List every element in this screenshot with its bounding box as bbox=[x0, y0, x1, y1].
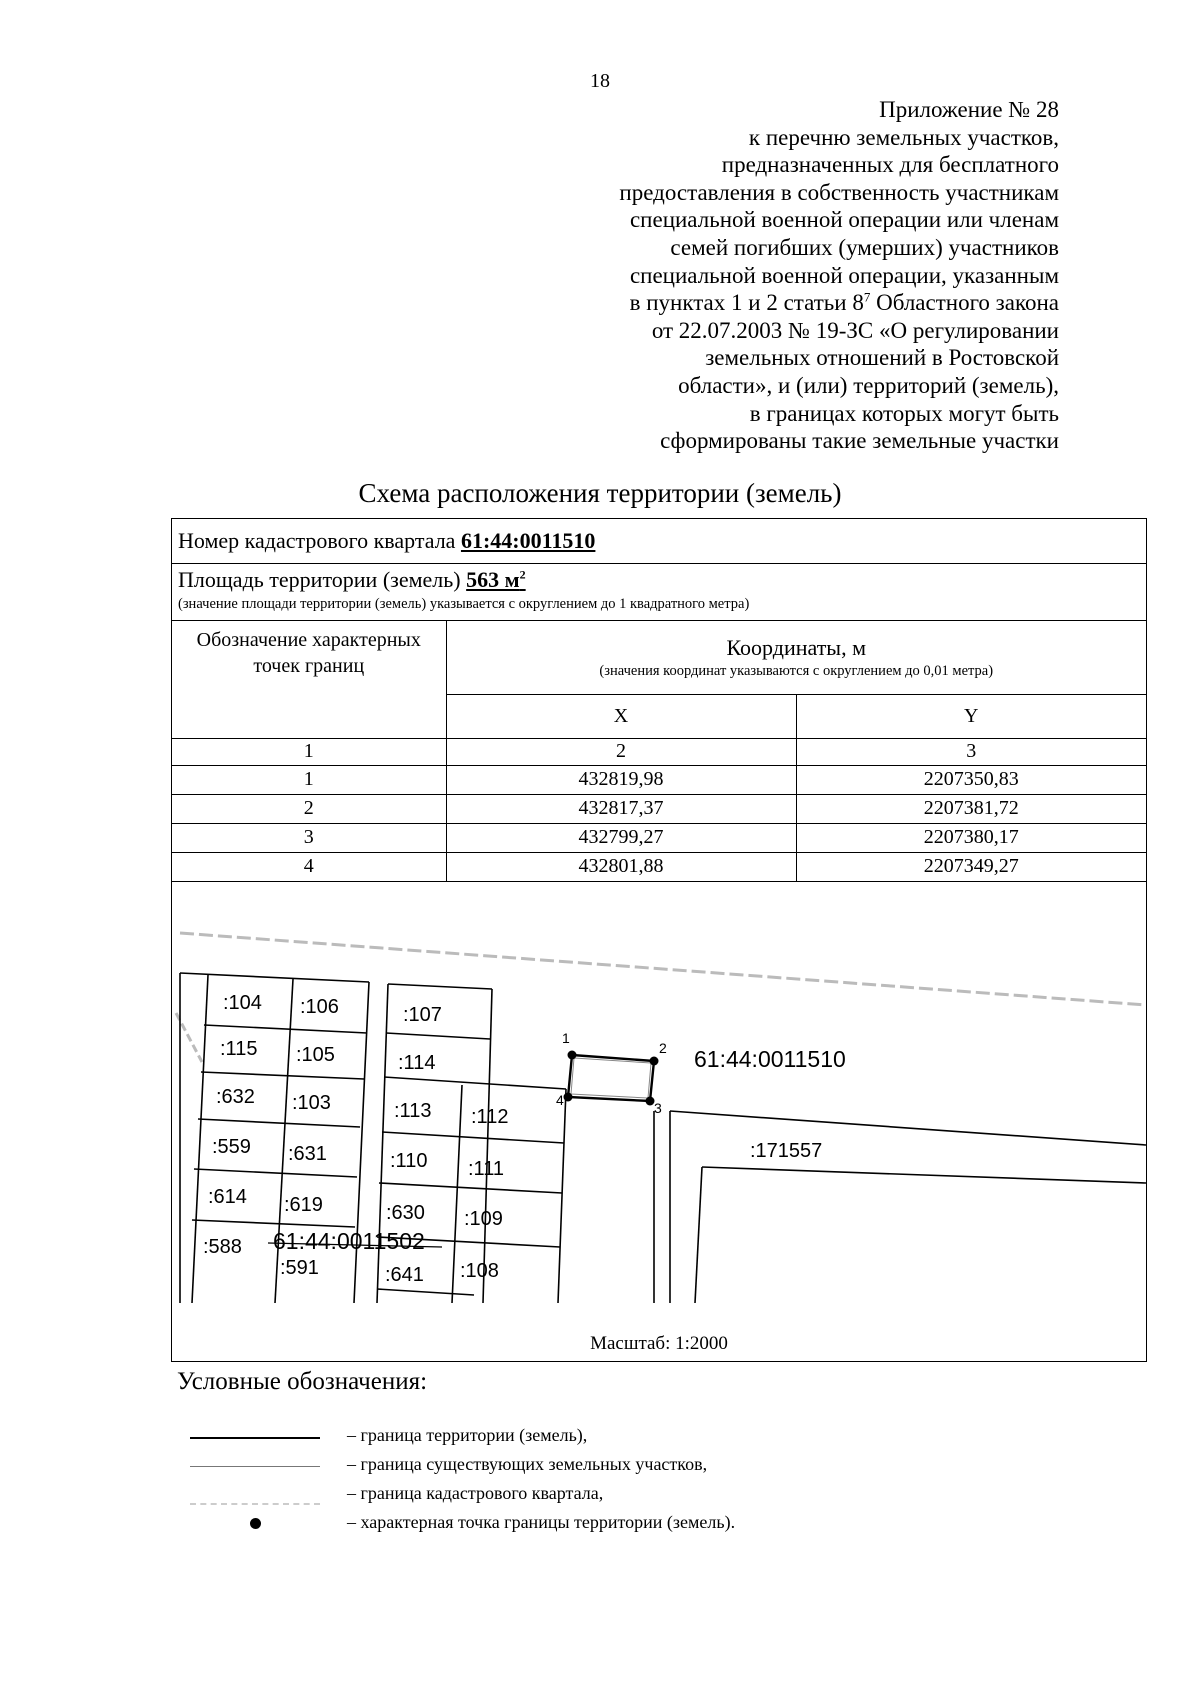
boundary-point-2 bbox=[650, 1057, 659, 1066]
area-row bbox=[172, 564, 1146, 621]
plot-label: :108 bbox=[460, 1260, 499, 1282]
appendix-line: области», и (или) территорий (земель), bbox=[678, 372, 1059, 398]
quarter-label: 61:44:0011510 bbox=[694, 1046, 846, 1072]
plot-label: :105 bbox=[296, 1044, 335, 1066]
appendix-text: в пунктах 1 и 2 статьи 8 bbox=[629, 290, 864, 316]
existing-plot-boundary bbox=[571, 1058, 651, 1098]
x-value: 432801,88 bbox=[446, 852, 796, 881]
plot-label: :107 bbox=[403, 1004, 442, 1026]
x-value: 432819,98 bbox=[446, 765, 796, 794]
page-number: 18 bbox=[590, 70, 610, 92]
plot-label: :106 bbox=[300, 996, 339, 1018]
plot-label: :591 bbox=[280, 1257, 319, 1279]
point-number: 2 bbox=[172, 794, 446, 823]
area-number: 563 м bbox=[466, 567, 520, 592]
plot-label: :630 bbox=[386, 1202, 425, 1224]
appendix-heading bbox=[499, 96, 1059, 455]
scheme-frame bbox=[171, 518, 1147, 1362]
cadastral-label: Номер кадастрового квартала bbox=[178, 528, 461, 553]
point-number: 3 bbox=[172, 823, 446, 852]
plot-label: :111 bbox=[468, 1158, 504, 1180]
area-note: (значение площади территории (земель) указывается с округлением до 1 квадратного метра) bbox=[178, 596, 750, 612]
plot-label: :104 bbox=[223, 992, 262, 1014]
table-row bbox=[172, 765, 1146, 794]
boundary-point-1 bbox=[568, 1051, 577, 1060]
y-header: Y bbox=[796, 694, 1146, 738]
column-number: 2 bbox=[446, 738, 796, 765]
column-number: 1 bbox=[172, 738, 446, 765]
map-scale: Масштаб: 1:2000 bbox=[590, 1333, 728, 1354]
plot-label: :110 bbox=[390, 1150, 428, 1172]
plot-label: :588 bbox=[203, 1236, 242, 1258]
map-drawing bbox=[172, 877, 1146, 1361]
appendix-line: предназначенных для бесплатного bbox=[721, 152, 1059, 178]
neighbor-quarter-label: 61:44:0011502 bbox=[273, 1228, 425, 1254]
coords-header: Координаты, м bbox=[726, 634, 867, 660]
coords-note: (значения координат указываются с округлением до 0,01 метра) bbox=[599, 662, 994, 679]
plot-label: :113 bbox=[394, 1100, 432, 1122]
x-value: 432817,37 bbox=[446, 794, 796, 823]
dashed-line-sample bbox=[190, 1503, 320, 1505]
plot-label: :112 bbox=[471, 1106, 509, 1128]
plot-label: :632 bbox=[216, 1086, 255, 1108]
appendix-line: сформированы такие земельные участки bbox=[660, 428, 1059, 454]
boundary-point-4 bbox=[564, 1093, 573, 1102]
area-value bbox=[466, 567, 526, 592]
appendix-line: к перечню земельных участков, bbox=[748, 124, 1059, 150]
legend-text: – характерная точка границы территории (земель). bbox=[347, 1512, 736, 1532]
area-label: Площадь территории (земель) bbox=[178, 567, 467, 592]
appendix-line: земельных отношений в Ростовской bbox=[705, 345, 1059, 371]
appendix-line: семей погибших (умерших) участников bbox=[670, 234, 1059, 260]
point-label: 4 bbox=[556, 1092, 564, 1108]
cadastral-map bbox=[172, 877, 1146, 1361]
appendix-line: специальной военной операции или членам bbox=[629, 207, 1059, 233]
appendix-line: специальной военной операции, указанным bbox=[629, 262, 1059, 288]
cadastral-row bbox=[172, 519, 1146, 564]
cadastral-number: 61:44:0011510 bbox=[460, 528, 596, 553]
appendix-line: от 22.07.2003 № 19-ЗС «О регулировании bbox=[651, 317, 1059, 343]
legend-text: – граница кадастрового квартала, bbox=[347, 1483, 604, 1503]
coordinates-table bbox=[172, 621, 1146, 882]
appendix-line bbox=[499, 289, 1059, 317]
y-value: 2207380,17 bbox=[796, 823, 1146, 852]
point-number: 1 bbox=[172, 765, 446, 794]
plot-label: :641 bbox=[385, 1264, 424, 1286]
legend-title: Условные обозначения: bbox=[177, 1368, 428, 1395]
plot-label: :631 bbox=[288, 1143, 327, 1165]
table-row bbox=[172, 823, 1146, 852]
table-header-row bbox=[172, 621, 1146, 694]
point-label: 1 bbox=[562, 1030, 570, 1046]
appendix-line: Приложение № 28 bbox=[879, 97, 1059, 122]
appendix-line: предоставления в собственность участникам bbox=[619, 179, 1059, 205]
plot-label: :115 bbox=[220, 1038, 258, 1060]
thin-line-sample bbox=[190, 1466, 320, 1467]
points-header: Обозначение характерных точек границ bbox=[172, 621, 446, 738]
point-number: 4 bbox=[172, 852, 446, 881]
y-value: 2207350,83 bbox=[796, 765, 1146, 794]
scheme-title: Схема расположения территории (земель) bbox=[358, 478, 842, 508]
legend-text: – граница территории (земель), bbox=[347, 1425, 588, 1445]
point-label: 2 bbox=[659, 1040, 667, 1056]
point-label: 3 bbox=[654, 1100, 662, 1116]
column-number: 3 bbox=[796, 738, 1146, 765]
plot-label: :559 bbox=[212, 1136, 251, 1158]
appendix-text: Областного закона bbox=[870, 290, 1059, 316]
area-unit-sup: 2 bbox=[519, 567, 526, 582]
appendix-line: в границах которых могут быть bbox=[749, 400, 1059, 426]
solid-line-sample bbox=[190, 1437, 320, 1439]
x-header: X bbox=[446, 694, 796, 738]
coords-header-cell bbox=[446, 621, 1146, 694]
article-superscript: 7 bbox=[863, 289, 871, 305]
legend-text: – граница существующих земельных участков, bbox=[347, 1454, 708, 1474]
plot-label: :109 bbox=[464, 1208, 503, 1230]
plot-label: :614 bbox=[208, 1186, 247, 1208]
quarter-boundary bbox=[180, 933, 1146, 1005]
road-plot-label: :171557 bbox=[750, 1140, 823, 1162]
table-row bbox=[172, 794, 1146, 823]
plot-label: :619 bbox=[284, 1194, 323, 1216]
y-value: 2207349,27 bbox=[796, 852, 1146, 881]
y-value: 2207381,72 bbox=[796, 794, 1146, 823]
column-number-row bbox=[172, 738, 1146, 765]
plot-label: :103 bbox=[292, 1092, 331, 1114]
point-marker-icon bbox=[250, 1518, 261, 1529]
plot-label: :114 bbox=[398, 1052, 436, 1074]
x-value: 432799,27 bbox=[446, 823, 796, 852]
